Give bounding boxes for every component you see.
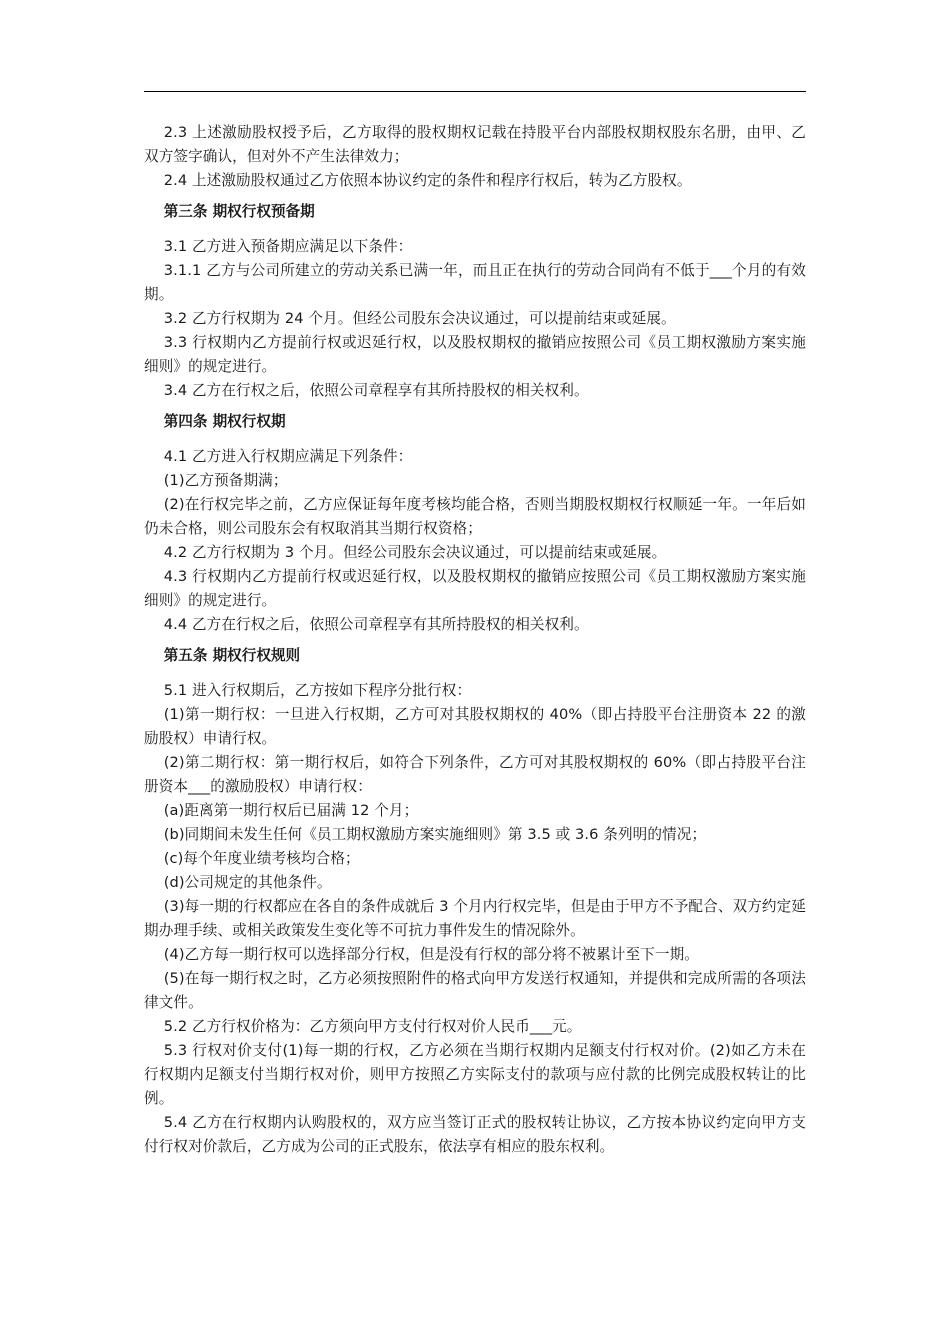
document-body (144, 121, 806, 1159)
clause-3-1-1: 3.1.1 乙方与公司所建立的劳动关系已满一年，而且正在执行的劳动合同尚有不低于___个月的有效期。 (144, 262, 806, 303)
article-5-heading: 第五条 期权行权规则 (163, 647, 301, 664)
clause-5-3: 5.3 行权对价支付(1)每一期的行权，乙方必须在当期行权期内足额支付行权对价。(2)如乙方未在行权期内足额支付当期行权对价，则甲方按照乙方实际支付的款项与应付款的比例完成股权转让的比例。 (144, 1042, 806, 1107)
clause-5-2: 5.2 乙方行权价格为：乙方须向甲方支付行权对价人民币___元。 (163, 1018, 582, 1035)
clause-3-3: 3.3 行权期内乙方提前行权或迟延行权，以及股权期权的撤销应按照公司《员工期权激励方案实施细则》的规定进行。 (144, 334, 806, 375)
clause-4-1-item-1: (1)乙方预备期满； (163, 472, 288, 489)
clause-5-1-item-d: (d)公司规定的其他条件。 (163, 874, 332, 891)
clause-5-1-item-a: (a)距离第一期行权后已届满 12 个月； (163, 802, 419, 819)
clause-4-4: 4.4 乙方在行权之后，依照公司章程享有其所持股权的相关权利。 (163, 616, 589, 633)
article-4-heading: 第四条 期权行权期 (163, 413, 286, 430)
clause-5-1-item-4: (4)乙方每一期行权可以选择部分行权，但是没有行权的部分将不被累计至下一期。 (163, 946, 699, 963)
clause-3-4: 3.4 乙方在行权之后，依照公司章程享有其所持股权的相关权利。 (163, 382, 589, 399)
clause-4-1-item-2: (2)在行权完毕之前，乙方应保证每年度考核均能合格，否则当期股权期权行权顺延一年。一年后如仍未合格，则公司股东会有权取消其当期行权资格； (144, 496, 806, 537)
clause-2-3: 2.3 上述激励股权授予后，乙方取得的股权期权记载在持股平台内部股权期权股东名册，由甲、乙双方签字确认，但对外不产生法律效力； (144, 124, 806, 165)
clause-3-1: 3.1 乙方进入预备期应满足以下条件： (163, 238, 413, 255)
clause-5-1-item-5: (5)在每一期行权之时，乙方必须按照附件的格式向甲方发送行权通知，并提供和完成所需的各项法律文件。 (144, 970, 806, 1011)
clause-5-4: 5.4 乙方在行权期内认购股权的，双方应当签订正式的股权转让协议，乙方按本协议约定向甲方支付行权对价款后，乙方成为公司的正式股东，依法享有相应的股东权利。 (144, 1114, 806, 1155)
clause-5-1-item-b: (b)同期间未发生任何《员工期权激励方案实施细则》第 3.5 或 3.6 条列明的情况； (163, 826, 707, 843)
clause-5-1-item-c: (c)每个年度业绩考核均合格； (163, 850, 360, 867)
clause-2-4: 2.4 上述激励股权通过乙方依照本协议约定的条件和程序行权后，转为乙方股权。 (163, 172, 692, 189)
clause-5-1-item-2: (2)第二期行权：第一期行权后，如符合下列条件，乙方可对其股权期权的 60%（即占持股平台注册资本___的激励股权）申请行权： (144, 754, 806, 795)
clause-3-2: 3.2 乙方行权期为 24 个月。但经公司股东会决议通过，可以提前结束或延展。 (163, 310, 676, 327)
clause-5-1: 5.1 进入行权期后，乙方按如下程序分批行权： (163, 682, 472, 699)
clause-4-2: 4.2 乙方行权期为 3 个月。但经公司股东会决议通过，可以提前结束或延展。 (163, 544, 667, 561)
clause-4-3: 4.3 行权期内乙方提前行权或迟延行权，以及股权期权的撤销应按照公司《员工期权激励方案实施细则》的规定进行。 (144, 568, 806, 609)
clause-5-1-item-1: (1)第一期行权：一旦进入行权期，乙方可对其股权期权的 40%（即占持股平台注册资本 22 的激励股权）申请行权。 (144, 706, 806, 747)
clause-5-1-item-3: (3)每一期的行权都应在各自的条件成就后 3 个月内行权完毕，但是由于甲方不予配合、双方约定延期办理手续、或相关政策发生变化等不可抗力事件发生的情况除外。 (144, 898, 806, 939)
clause-4-1: 4.1 乙方进入行权期应满足下列条件： (163, 448, 413, 465)
header-rule (144, 91, 806, 92)
article-3-heading: 第三条 期权行权预备期 (163, 203, 315, 220)
